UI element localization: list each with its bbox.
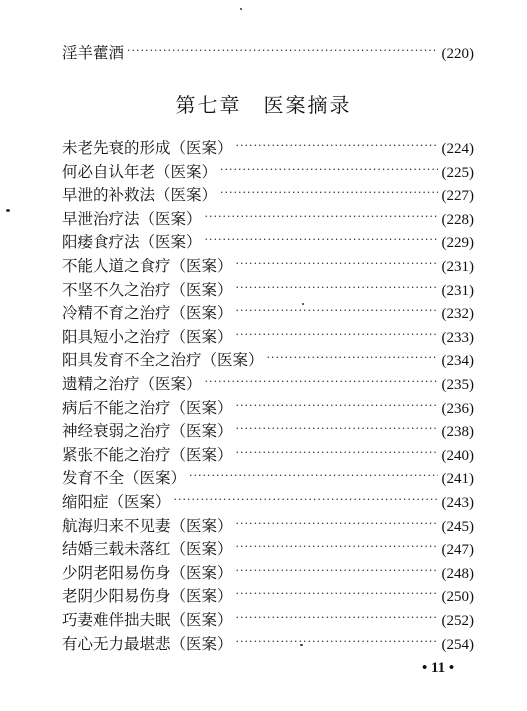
toc-entry	[62, 397, 474, 419]
toc-entry	[62, 231, 474, 253]
toc-entry-title: 神经衰弱之治疗（医案）	[62, 422, 233, 441]
toc-entry	[62, 491, 474, 513]
leader-dots	[205, 229, 438, 251]
toc-entry-title: 巧妻难伴拙夫眠（医案）	[62, 611, 233, 629]
toc-entry	[62, 184, 474, 206]
toc-entry-page: (245)	[441, 518, 474, 535]
toc-entry-page: (225)	[441, 164, 474, 181]
scan-speck	[240, 8, 242, 10]
toc-entry-page: (227)	[441, 188, 474, 205]
leader-dots	[205, 206, 438, 228]
toc-entry-page: (250)	[441, 589, 474, 606]
toc-entry-page: (232)	[441, 306, 474, 323]
scan-speck	[300, 644, 303, 646]
leader-dots	[267, 347, 438, 369]
leader-dots	[236, 277, 438, 299]
leader-dots	[220, 182, 437, 204]
leader-dots	[205, 371, 438, 393]
leader-dots	[189, 465, 437, 487]
toc-entry-page: (233)	[441, 329, 474, 346]
toc-entry-page: (224)	[441, 141, 474, 157]
toc-entry-page: (243)	[441, 495, 474, 511]
toc-entry-title: 有心无力最堪悲（医案）	[62, 634, 233, 653]
toc-entry-title: 不坚不久之治疗（医案）	[62, 280, 233, 299]
toc-entry	[62, 420, 474, 442]
toc-entry-page: (252)	[441, 613, 474, 629]
leader-dots	[236, 583, 438, 605]
toc-entry	[62, 161, 474, 183]
toc-entry-title: 冷精不育之治疗（医案）	[62, 304, 233, 323]
toc-entry	[62, 538, 474, 560]
toc-entry-title: 老阴少阳易伤身（医案）	[62, 587, 233, 606]
chapter-heading	[0, 92, 527, 118]
toc-entry-title: 航海归来不见妻（医案）	[62, 516, 233, 535]
leader-dots	[236, 324, 438, 346]
toc-entry-page: (236)	[441, 400, 474, 417]
leader-dots	[174, 489, 438, 511]
toc-entry-title: 不能人道之食疗（医案）	[62, 257, 233, 275]
toc-entry-title: 何必自认年老（医案）	[62, 162, 218, 181]
toc-entry-page: (220)	[441, 46, 474, 62]
chapter-number: 第七章	[175, 93, 242, 117]
toc-entry	[62, 279, 474, 301]
scan-speck	[302, 303, 304, 305]
toc-entry	[62, 349, 474, 371]
leader-dots	[220, 159, 437, 181]
leader-dots	[236, 418, 438, 440]
leader-dots	[236, 560, 438, 582]
toc-entry	[62, 585, 474, 607]
toc-entry-page: (229)	[441, 235, 474, 252]
toc-entry-page: (241)	[441, 471, 474, 488]
toc-entry-title: 少阴老阳易伤身（医案）	[62, 563, 233, 582]
toc-entry-page: (240)	[441, 447, 474, 464]
leader-dots	[236, 135, 438, 157]
toc-entry	[62, 326, 474, 348]
toc-entry-title: 淫羊藿酒	[62, 44, 125, 62]
toc-entry-page: (228)	[441, 211, 474, 228]
toc-entry	[62, 515, 474, 537]
chapter-title: 医案摘录	[263, 93, 352, 117]
toc-entry	[62, 633, 474, 655]
toc-entry-page: (234)	[441, 353, 474, 370]
toc-entry-title: 遗精之治疗（医案）	[62, 375, 202, 393]
toc-entry-title: 病后不能之治疗（医案）	[62, 398, 233, 417]
leader-dots	[236, 607, 438, 629]
leader-dots	[236, 300, 438, 322]
toc-entry-page: (231)	[441, 282, 474, 299]
toc-entry	[62, 302, 474, 324]
toc-entry-page: (235)	[441, 377, 474, 393]
toc-entry	[62, 137, 474, 159]
leader-dots	[236, 536, 438, 558]
toc-entry-title: 发育不全（医案）	[62, 469, 187, 488]
toc-entry	[62, 562, 474, 584]
scan-speck	[6, 209, 10, 212]
toc-entry-title: 阳具发育不全之治疗（医案）	[62, 351, 264, 370]
toc-entry-page: (247)	[441, 542, 474, 559]
toc-entry	[62, 609, 474, 631]
toc-entry-title: 早泄治疗法（医案）	[62, 209, 202, 228]
toc-entry-title: 结婚三载未落红（医案）	[62, 540, 233, 559]
toc-entry-title: 紧张不能之治疗（医案）	[62, 445, 233, 464]
toc-entry-title: 阳痿食疗法（医案）	[62, 233, 202, 252]
toc-entry	[62, 467, 474, 489]
toc-entry-title: 未老先衰的形成（医案）	[62, 139, 233, 157]
toc-entry	[62, 255, 474, 277]
leader-dots	[236, 253, 438, 275]
leader-dots	[236, 513, 438, 535]
leader-dots	[236, 631, 438, 653]
page-number: • 11 •	[422, 660, 455, 676]
toc-entry-page: (238)	[441, 424, 474, 441]
toc-entry	[62, 208, 474, 230]
toc-entry-title: 早泄的补救法（医案）	[62, 186, 218, 205]
leader-dots	[127, 40, 437, 62]
toc-entry-top	[62, 42, 474, 64]
leader-dots	[236, 442, 438, 464]
toc-entry	[62, 444, 474, 466]
toc-entry-page: (248)	[441, 565, 474, 582]
toc-entry	[62, 373, 474, 395]
toc-entry-page: (231)	[441, 259, 474, 275]
leader-dots	[236, 395, 438, 417]
toc-entry-page: (254)	[441, 636, 474, 653]
toc-entry-title: 阳具短小之治疗（医案）	[62, 327, 233, 346]
toc-entry-title: 缩阳症（医案）	[62, 493, 171, 511]
